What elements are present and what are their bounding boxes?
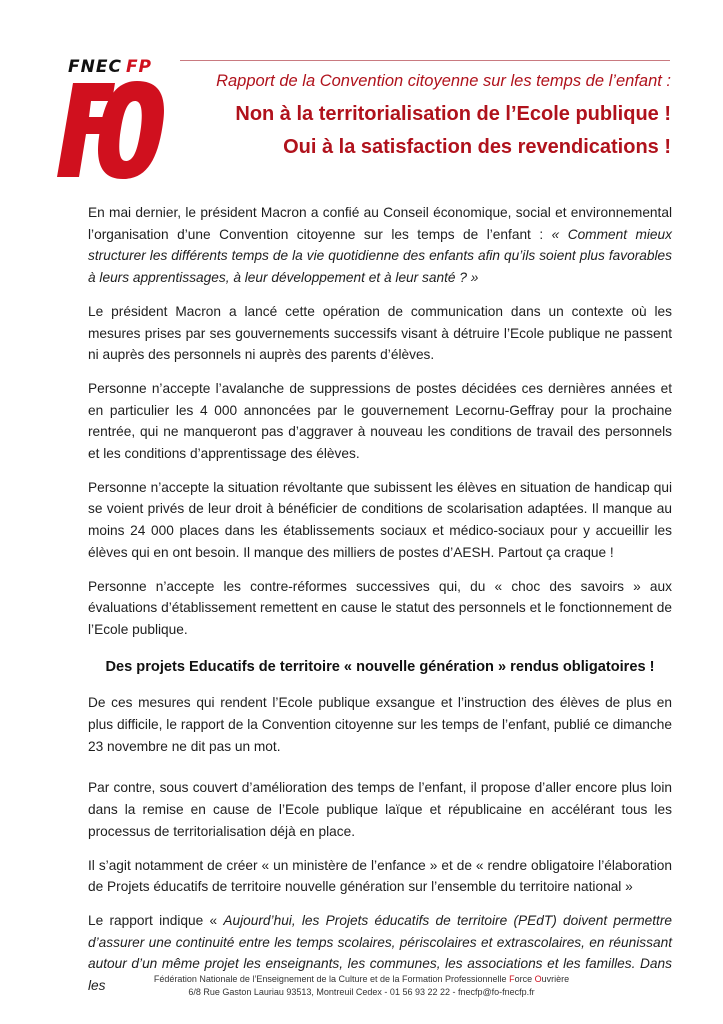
- footer-force-rest: orce: [514, 974, 535, 984]
- document-body: [88, 202, 672, 1009]
- fnec-fp-fo-logo: [55, 55, 170, 180]
- paragraph-1-quote: « Comment mieux structurer les différents temps de la vie quotidienne des enfants afin qu’ils soient plus favorables à leurs apprentissages, à leur développement et à leur santé ? »: [88, 226, 672, 286]
- paragraph-9-text: Le rapport indique «: [88, 912, 224, 928]
- paragraph-1-text: En mai dernier, le président Macron a confié au Conseil économique, social et environnemental l’organisation d’une Convention citoyenne sur les temps de l’enfant :: [88, 205, 672, 242]
- paragraph-5: Personne n’accepte les contre-réformes successives qui, du « choc des savoirs » aux évaluations d’établissement remettent en cause le statut des personnels et le fonctionnement de l’Ecole publique.: [88, 578, 672, 637]
- footer-ouvriere-initial: O: [534, 974, 542, 984]
- paragraph-1: [88, 202, 672, 289]
- footer-force-initial: F: [509, 974, 515, 984]
- paragraph-7: Par contre, sous couvert d’amélioration des temps de l’enfant, il propose d’aller encore plus loin dans la remise en cause de l’Ecole publique laïque et républicaine en accélérant tous les processus de territorialisation déjà en place.: [88, 780, 672, 839]
- paragraph-4: Personne n’accepte la situation révoltante que subissent les élèves en situation de handicap qui se voient privés de leur droit à bénéficier de conditions de scolarisation adaptées. Il manque au moins 24 000 places dans les établissements sociaux et médico-sociaux pour y accueillir les élèves qui en ont besoin. Il manque des milliers de postes d’AESH. Partout ça craque !: [88, 479, 672, 560]
- section-heading: Des projets Educatifs de territoire « nouvelle génération » rendus obligatoires !: [105, 658, 655, 675]
- fo-letters-icon: [55, 79, 170, 179]
- footer-organization-line: [0, 973, 723, 986]
- document-title-line2: Oui à la satisfaction des revendications !: [283, 136, 671, 158]
- page-footer: [0, 973, 723, 999]
- paragraph-3: Personne n’accepte l’avalanche de suppressions de postes décidées ces dernières années et en particulier les 4 000 annoncées par le gouvernement Lecornu-Geffray pour la prochaine rentrée, qui ne manqueront pas d’aggraver à nouveau les conditions de travail des personnels et les conditions d’apprentissage des élèves.: [88, 380, 672, 462]
- paragraph-8: Il s’agit notamment de créer « un ministère de l’enfance » et de « rendre obligatoire l’élaboration de Projets éducatifs de territoire nouvelle génération sur l’ensemble du territoire national »: [88, 857, 672, 895]
- document-subtitle: Rapport de la Convention citoyenne sur les temps de l’enfant :: [216, 72, 671, 90]
- header-divider: [180, 60, 670, 61]
- footer-ouvriere-rest: uvrière: [541, 974, 570, 984]
- footer-org-prefix: Fédération Nationale de l’Enseignement de la Culture et de la Formation Professionnelle: [153, 974, 510, 984]
- footer-address-line: 6/8 Rue Gaston Lauriau 93513, Montreuil Cedex - 01 56 93 22 22 - fnecfp@fo-fnecfp.fr: [188, 987, 535, 997]
- logo-fp: FP: [125, 57, 153, 77]
- paragraph-9-quote: Aujourd’hui, les Projets éducatifs de territoire (PEdT) doivent permettre d’assurer une continuité entre les temps scolaires, périscolaires et extrascolaires, en réunissant autour d’un même projet les enseignants, les communes, les associations et les familles. Dans les: [88, 912, 673, 994]
- document-title-line1: Non à la territorialisation de l’Ecole publique !: [235, 103, 671, 125]
- logo-fnec: FNEC: [68, 57, 122, 77]
- paragraph-6: De ces mesures qui rendent l’Ecole publique exsangue et l’instruction des élèves de plus en plus difficile, le rapport de la Convention citoyenne sur les temps de l’enfant, publié ce dimanche 23 novembre ne dit pas un mot.: [88, 695, 672, 754]
- paragraph-2: Le président Macron a lancé cette opération de communication dans un contexte où les mesures prises par ses gouvernements successifs visant à détruire l’Ecole publique ne passent ni auprès des personnels ni auprès des parents d’élèves.: [88, 303, 672, 363]
- logo-fnec-fp-text: [68, 57, 152, 77]
